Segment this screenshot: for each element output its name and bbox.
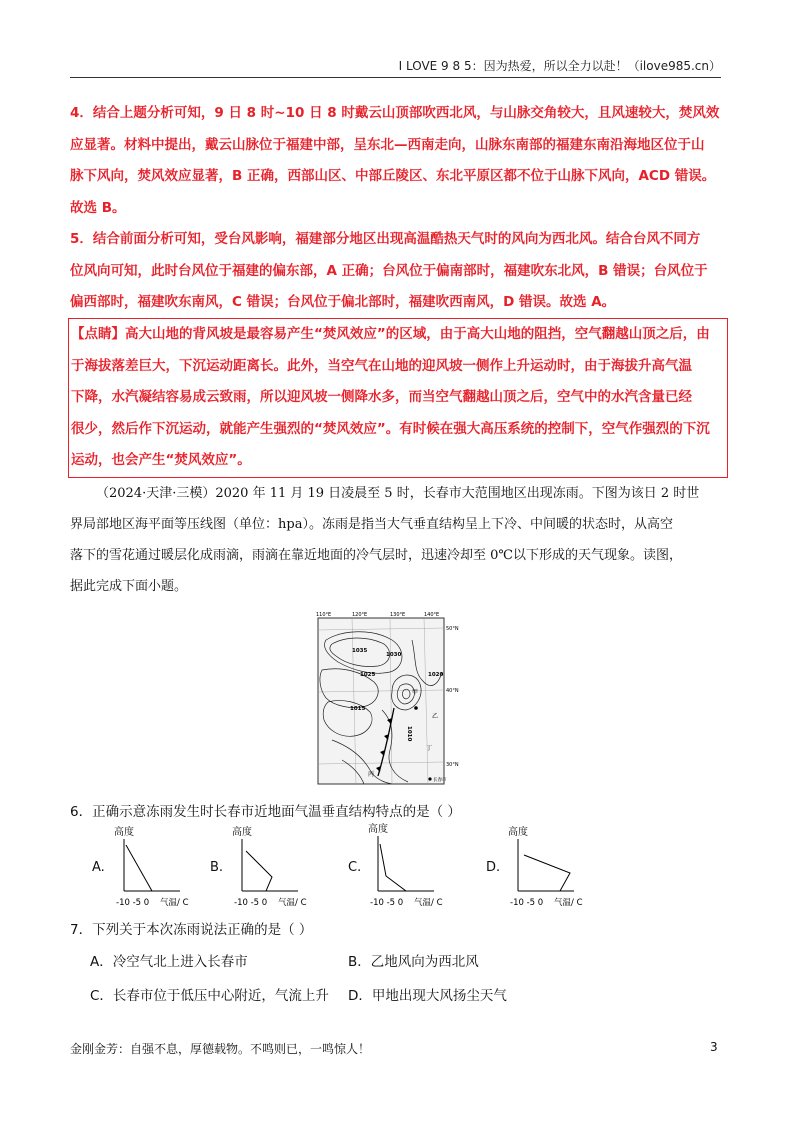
lat-label: 30°N (446, 762, 459, 768)
x-tick-labels: -10 -5 0 (370, 898, 404, 908)
page-number: 3 (710, 1040, 718, 1054)
option-a-label: A. (92, 860, 105, 875)
question-6: 6．正确示意冻雨发生时长春市近地面气温垂直结构特点的是（ ） (70, 804, 461, 820)
answer-line: 脉下风向，焚风效应显著，B 正确，西部山区、中部丘陵区、东北平原区都不位于山脉下风向，ACD 错误。 (70, 168, 716, 184)
isobar-label: 1030 (386, 652, 402, 658)
option-c-label: C. (348, 860, 362, 875)
place-label: 甲 (412, 689, 419, 696)
temp-curve (126, 845, 152, 891)
option-a-graph (108, 825, 208, 910)
place-label: 丁 (426, 745, 433, 752)
option-b-graph (226, 825, 326, 910)
option-d-graph (502, 825, 602, 910)
tip-line: 下降，水汽凝结容易成云致雨，所以迎风坡一侧降水多，而当空气翻越山顶之后，空气中的水汽含量已经 (71, 389, 692, 405)
lon-label: 120°E (352, 612, 368, 618)
question-stem (70, 478, 722, 602)
isobar-label: 1010 (406, 726, 412, 742)
question-7: 7．下列关于本次冻雨说法正确的是（ ） (70, 922, 313, 938)
x-axis-label: 气温/ C (160, 898, 189, 908)
temp-curve (380, 844, 406, 891)
answer-4 (70, 98, 722, 224)
choice-d: D．甲地出现大风扬尘天气 (348, 988, 507, 1004)
isobar-map (312, 610, 459, 788)
place-label: 丙 (368, 771, 375, 778)
option-b-label: B. (210, 860, 224, 875)
tip-line: 于海拔落差巨大，下沉运动距离长。此外，当空气在山地的迎风坡一侧作上升运动时，由于海拔升高气温 (71, 357, 692, 374)
changchun-marker (414, 706, 418, 710)
lat-label: 50°N (446, 626, 459, 632)
x-tick-labels: -10 -5 0 (116, 898, 150, 908)
stem-line: 落下的雪花通过暖层化成雨滴，雨滴在靠近地面的冷气层时，迅速冷却至 0℃以下形成的天气现象。读图， (70, 548, 682, 563)
y-axis-label: 高度 (368, 824, 388, 835)
x-tick-labels: -10 -5 0 (510, 898, 544, 908)
answer-line: 偏西部时，福建吹东南风，C 错误；台风位于偏北部时，福建吹西南风，D 错误。故选 A。 (70, 294, 616, 310)
tip-line: 【点睛】高大山地的背风坡是最容易产生“焚风效应”的区域，由于高大山地的阻挡，空气翻越山顶之后，由 (71, 326, 710, 342)
page-header: I LOVE 9 8 5：因为热爱，所以全力以赴！（ilove985.cn） (70, 57, 721, 78)
tip-box (68, 318, 728, 478)
place-label: 乙 (432, 713, 439, 720)
legend-dot (428, 777, 431, 780)
y-axis-label: 高度 (232, 827, 252, 838)
option-d-label: D. (486, 860, 501, 875)
answer-line: 故选 B。 (70, 199, 126, 216)
temp-curve (246, 851, 272, 891)
isobar-label: 1035 (352, 648, 368, 654)
choice-a: A．冷空气北上进入长春市 (90, 954, 248, 970)
x-axis-label: 气温/ C (554, 898, 583, 908)
lon-label: 130°E (390, 612, 406, 618)
y-axis-label: 高度 (508, 827, 528, 838)
x-axis-label: 气温/ C (414, 898, 443, 908)
x-tick-labels: -10 -5 0 (234, 898, 268, 908)
tip-line: 很少，然后作下沉运动，就能产生强烈的“焚风效应”。有时候在强大高压系统的控制下，空气作强烈的下沉 (71, 420, 710, 437)
answer-line: 应显著。材料中提出，戴云山脉位于福建中部，呈东北—西南走向，山脉东南部的福建东南沿海地区位于山 (70, 136, 705, 153)
answer-line: 位风向可知，此时台风位于福建的偏东部，A 正确；台风位于偏南部时，福建吹东北风，B 错误；台风位于 (70, 262, 708, 279)
option-c-graph (362, 822, 462, 910)
temp-curve (524, 855, 570, 891)
lon-label: 110°E (316, 612, 332, 618)
lon-label: 140°E (424, 612, 440, 618)
stem-line: 据此完成下面小题。 (70, 579, 188, 594)
isobar-label: 1020 (428, 672, 444, 678)
lat-label: 40°N (446, 688, 459, 694)
tip-line: 运动，也会产生“焚风效应”。 (71, 452, 251, 468)
x-axis-label: 气温/ C (278, 898, 307, 908)
answer-line: 4．结合上题分析可知，9 日 8 时~10 日 8 时戴云山顶部吹西北风，与山脉交角较大，且风速较大，焚风效 (70, 105, 720, 121)
y-axis-label: 高度 (114, 827, 134, 838)
isobar-label: 1015 (350, 706, 366, 712)
footer-motto: 金刚金芳：自强不息，厚德载物。不鸣则已，一鸣惊人！ (70, 1042, 371, 1056)
choice-b: B．乙地风向为西北风 (348, 954, 479, 970)
answer-5 (70, 224, 722, 319)
choice-c: C．长春市位于低压中心附近，气流上升 (90, 988, 329, 1004)
stem-line: 界局部地区海平面等压线图（单位：hpa）。冻雨是指当大气垂直结构呈上下冷、中间暖的状态时，从高空 (70, 517, 673, 532)
answer-line: 5．结合前面分析可知，受台风影响，福建部分地区出现高温酷热天气时的风向为西北风。结合台风不同方 (70, 231, 701, 247)
legend-label: 长春市 (433, 778, 447, 783)
stem-line: （2024·天津·三模）2020 年 11 月 19 日凌晨至 5 时，长春市大范围地区出现冻雨。下图为该日 2 时世 (96, 486, 700, 501)
isobar-label: 1025 (360, 672, 376, 678)
